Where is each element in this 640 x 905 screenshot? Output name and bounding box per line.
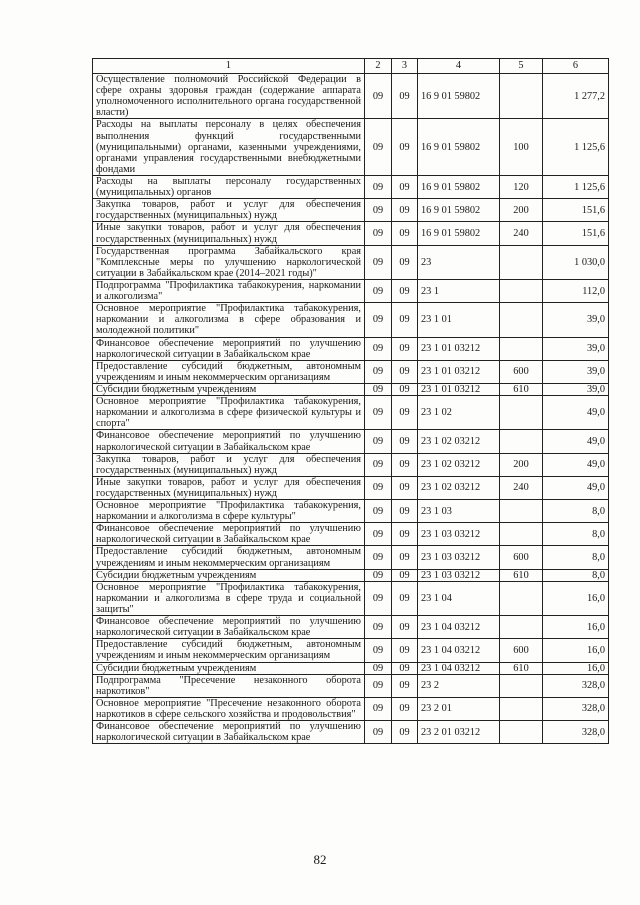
row-subsection-cell: 09	[392, 74, 418, 119]
row-section-cell: 09	[365, 616, 392, 639]
row-name-cell: Финансовое обеспечение мероприятий по улучшению наркологической ситуации в Забайкальском крае	[93, 430, 365, 453]
row-section-cell: 09	[365, 453, 392, 476]
row-expense-type-cell: 240	[500, 476, 543, 499]
row-expense-type-cell: 100	[500, 119, 543, 176]
row-section-cell: 09	[365, 569, 392, 581]
row-section-cell: 09	[365, 476, 392, 499]
row-expense-type-cell: 240	[500, 222, 543, 245]
row-amount-cell: 151,6	[543, 222, 609, 245]
row-subsection-cell: 09	[392, 245, 418, 279]
row-amount-cell: 8,0	[543, 500, 609, 523]
row-section-cell: 09	[365, 697, 392, 720]
row-amount-cell: 16,0	[543, 616, 609, 639]
header-col-5: 5	[500, 59, 543, 74]
row-amount-cell: 39,0	[543, 360, 609, 383]
row-expense-type-cell	[500, 74, 543, 119]
row-amount-cell: 1 125,6	[543, 119, 609, 176]
row-section-cell: 09	[365, 279, 392, 302]
row-amount-cell: 328,0	[543, 721, 609, 744]
table-row	[93, 396, 609, 430]
row-subsection-cell: 09	[392, 500, 418, 523]
row-amount-cell: 328,0	[543, 697, 609, 720]
row-section-cell: 09	[365, 500, 392, 523]
row-target-code-cell: 23 1 02 03212	[418, 430, 500, 453]
row-name-cell: Основное мероприятие "Профилактика табакокурения, наркомании и алкоголизма в сфере культуры"	[93, 500, 365, 523]
row-section-cell: 09	[365, 337, 392, 360]
row-target-code-cell: 23 1 01 03212	[418, 337, 500, 360]
table-row	[93, 337, 609, 360]
page-number: 82	[313, 852, 327, 867]
row-amount-cell: 16,0	[543, 639, 609, 662]
row-amount-cell: 1 030,0	[543, 245, 609, 279]
row-amount-cell: 8,0	[543, 569, 609, 581]
row-target-code-cell: 23 2 01 03212	[418, 721, 500, 744]
header-col-6: 6	[543, 59, 609, 74]
row-subsection-cell: 09	[392, 639, 418, 662]
table-row	[93, 303, 609, 337]
row-section-cell: 09	[365, 175, 392, 198]
row-name-cell: Закупка товаров, работ и услуг для обеспечения государственных (муниципальных) нужд	[93, 453, 365, 476]
table-row	[93, 616, 609, 639]
row-subsection-cell: 09	[392, 697, 418, 720]
row-amount-cell: 8,0	[543, 546, 609, 569]
row-name-cell: Субсидии бюджетным учреждениям	[93, 383, 365, 395]
row-section-cell: 09	[365, 721, 392, 744]
row-target-code-cell: 16 9 01 59802	[418, 199, 500, 222]
table-row	[93, 74, 609, 119]
row-section-cell: 09	[365, 360, 392, 383]
table-row	[93, 430, 609, 453]
row-name-cell: Субсидии бюджетным учреждениям	[93, 662, 365, 674]
row-amount-cell: 8,0	[543, 523, 609, 546]
row-target-code-cell: 23 1 01 03212	[418, 383, 500, 395]
row-amount-cell: 1 125,6	[543, 175, 609, 198]
row-amount-cell: 39,0	[543, 303, 609, 337]
row-target-code-cell: 23 2 01	[418, 697, 500, 720]
row-subsection-cell: 09	[392, 616, 418, 639]
row-section-cell: 09	[365, 199, 392, 222]
table-header	[93, 59, 609, 74]
row-target-code-cell: 23 1 04	[418, 581, 500, 615]
table-row	[93, 245, 609, 279]
table-row	[93, 662, 609, 674]
row-subsection-cell: 09	[392, 569, 418, 581]
row-target-code-cell: 16 9 01 59802	[418, 119, 500, 176]
header-col-2: 2	[365, 59, 392, 74]
row-name-cell: Предоставление субсидий бюджетным, автономным учреждениям и иным некоммерческим организациям	[93, 639, 365, 662]
row-name-cell: Финансовое обеспечение мероприятий по улучшению наркологической ситуации в Забайкальском крае	[93, 337, 365, 360]
table-row	[93, 697, 609, 720]
row-subsection-cell: 09	[392, 476, 418, 499]
table-row	[93, 279, 609, 302]
row-amount-cell: 49,0	[543, 476, 609, 499]
row-section-cell: 09	[365, 546, 392, 569]
row-section-cell: 09	[365, 222, 392, 245]
table-row	[93, 383, 609, 395]
row-subsection-cell: 09	[392, 337, 418, 360]
row-subsection-cell: 09	[392, 453, 418, 476]
row-section-cell: 09	[365, 303, 392, 337]
row-target-code-cell: 16 9 01 59802	[418, 74, 500, 119]
row-expense-type-cell	[500, 430, 543, 453]
row-section-cell: 09	[365, 581, 392, 615]
row-target-code-cell: 23 1 01 03212	[418, 360, 500, 383]
row-expense-type-cell	[500, 523, 543, 546]
row-name-cell: Основное мероприятие "Профилактика табакокурения, наркомании и алкоголизма в сфере образования и молодежной политики"	[93, 303, 365, 337]
row-subsection-cell: 09	[392, 581, 418, 615]
row-section-cell: 09	[365, 639, 392, 662]
row-name-cell: Предоставление субсидий бюджетным, автономным учреждениям и иным некоммерческим организациям	[93, 546, 365, 569]
table-row	[93, 476, 609, 499]
row-name-cell: Финансовое обеспечение мероприятий по улучшению наркологической ситуации в Забайкальском крае	[93, 523, 365, 546]
row-expense-type-cell: 200	[500, 453, 543, 476]
table-row	[93, 500, 609, 523]
row-name-cell: Подпрограмма "Профилактика табакокурения, наркомании и алкоголизма"	[93, 279, 365, 302]
row-target-code-cell: 23 1 02 03212	[418, 453, 500, 476]
table-row	[93, 721, 609, 744]
row-target-code-cell: 23 1 03 03212	[418, 523, 500, 546]
row-name-cell: Основное мероприятие "Профилактика табакокурения, наркомании и алкоголизма в сфере труда и социальной защиты"	[93, 581, 365, 615]
row-name-cell: Государственная программа Забайкальского края "Комплексные меры по улучшению наркологической ситуации в Забайкальском крае (2014–2021 годы)"	[93, 245, 365, 279]
row-amount-cell: 49,0	[543, 396, 609, 430]
row-amount-cell: 49,0	[543, 453, 609, 476]
row-target-code-cell: 23 2	[418, 674, 500, 697]
table-row	[93, 453, 609, 476]
row-subsection-cell: 09	[392, 383, 418, 395]
row-subsection-cell: 09	[392, 662, 418, 674]
row-subsection-cell: 09	[392, 396, 418, 430]
row-section-cell: 09	[365, 396, 392, 430]
row-expense-type-cell	[500, 674, 543, 697]
row-name-cell: Расходы на выплаты персоналу в целях обеспечения выполнения функций государственными (муниципальными) органами, казенными учреждениями, органами управления государственными внебюджетными фондами	[93, 119, 365, 176]
row-amount-cell: 16,0	[543, 581, 609, 615]
row-subsection-cell: 09	[392, 546, 418, 569]
row-amount-cell: 328,0	[543, 674, 609, 697]
row-target-code-cell: 16 9 01 59802	[418, 222, 500, 245]
row-target-code-cell: 23 1 02	[418, 396, 500, 430]
row-expense-type-cell: 610	[500, 383, 543, 395]
table-row	[93, 674, 609, 697]
row-expense-type-cell	[500, 396, 543, 430]
header-col-4: 4	[418, 59, 500, 74]
row-amount-cell: 49,0	[543, 430, 609, 453]
row-expense-type-cell	[500, 581, 543, 615]
row-target-code-cell: 23 1 03 03212	[418, 569, 500, 581]
row-target-code-cell: 23 1	[418, 279, 500, 302]
row-subsection-cell: 09	[392, 674, 418, 697]
row-target-code-cell: 23 1 04 03212	[418, 639, 500, 662]
row-name-cell: Закупка товаров, работ и услуг для обеспечения государственных (муниципальных) нужд	[93, 199, 365, 222]
row-amount-cell: 112,0	[543, 279, 609, 302]
row-subsection-cell: 09	[392, 279, 418, 302]
row-section-cell: 09	[365, 245, 392, 279]
row-target-code-cell: 23 1 03 03212	[418, 546, 500, 569]
table-row	[93, 569, 609, 581]
row-section-cell: 09	[365, 523, 392, 546]
table-row	[93, 523, 609, 546]
table-row	[93, 581, 609, 615]
row-section-cell: 09	[365, 119, 392, 176]
row-section-cell: 09	[365, 662, 392, 674]
row-target-code-cell: 23 1 04 03212	[418, 662, 500, 674]
row-name-cell: Субсидии бюджетным учреждениям	[93, 569, 365, 581]
row-expense-type-cell	[500, 303, 543, 337]
table-row	[93, 360, 609, 383]
row-expense-type-cell	[500, 279, 543, 302]
table-row	[93, 546, 609, 569]
row-name-cell: Финансовое обеспечение мероприятий по улучшению наркологической ситуации в Забайкальском крае	[93, 721, 365, 744]
row-amount-cell: 1 277,2	[543, 74, 609, 119]
row-expense-type-cell: 120	[500, 175, 543, 198]
row-expense-type-cell: 600	[500, 546, 543, 569]
row-amount-cell: 16,0	[543, 662, 609, 674]
table-row	[93, 222, 609, 245]
row-expense-type-cell: 600	[500, 639, 543, 662]
row-name-cell: Иные закупки товаров, работ и услуг для обеспечения государственных (муниципальных) нужд	[93, 222, 365, 245]
budget-table	[92, 58, 609, 744]
row-expense-type-cell	[500, 337, 543, 360]
row-name-cell: Иные закупки товаров, работ и услуг для обеспечения государственных (муниципальных) нужд	[93, 476, 365, 499]
row-expense-type-cell	[500, 616, 543, 639]
header-col-1: 1	[93, 59, 365, 74]
row-target-code-cell: 23 1 01	[418, 303, 500, 337]
row-target-code-cell: 23 1 03	[418, 500, 500, 523]
row-amount-cell: 151,6	[543, 199, 609, 222]
row-expense-type-cell: 200	[500, 199, 543, 222]
row-subsection-cell: 09	[392, 721, 418, 744]
row-target-code-cell: 23 1 04 03212	[418, 616, 500, 639]
row-name-cell: Расходы на выплаты персоналу государственных (муниципальных) органов	[93, 175, 365, 198]
row-subsection-cell: 09	[392, 360, 418, 383]
table-row	[93, 119, 609, 176]
row-name-cell: Подпрограмма "Пресечение незаконного оборота наркотиков"	[93, 674, 365, 697]
row-expense-type-cell: 610	[500, 569, 543, 581]
row-expense-type-cell	[500, 245, 543, 279]
row-name-cell: Финансовое обеспечение мероприятий по улучшению наркологической ситуации в Забайкальском крае	[93, 616, 365, 639]
row-name-cell: Основное мероприятие "Профилактика табакокурения, наркомании и алкоголизма в сфере физической культуры и спорта"	[93, 396, 365, 430]
row-expense-type-cell	[500, 500, 543, 523]
header-row	[93, 59, 609, 74]
row-subsection-cell: 09	[392, 222, 418, 245]
row-subsection-cell: 09	[392, 175, 418, 198]
row-section-cell: 09	[365, 674, 392, 697]
row-expense-type-cell	[500, 697, 543, 720]
row-name-cell: Предоставление субсидий бюджетным, автономным учреждениям и иным некоммерческим организациям	[93, 360, 365, 383]
row-expense-type-cell: 600	[500, 360, 543, 383]
row-section-cell: 09	[365, 430, 392, 453]
row-target-code-cell: 23 1 02 03212	[418, 476, 500, 499]
header-col-3: 3	[392, 59, 418, 74]
row-subsection-cell: 09	[392, 523, 418, 546]
row-subsection-cell: 09	[392, 119, 418, 176]
table-row	[93, 175, 609, 198]
row-subsection-cell: 09	[392, 430, 418, 453]
row-target-code-cell: 23	[418, 245, 500, 279]
row-amount-cell: 39,0	[543, 383, 609, 395]
row-subsection-cell: 09	[392, 303, 418, 337]
row-name-cell: Осуществление полномочий Российской Федерации в сфере охраны здоровья граждан (содержание аппарата уполномоченного исполнительного органа государственной власти)	[93, 74, 365, 119]
table-row	[93, 199, 609, 222]
table-body	[93, 74, 609, 744]
row-section-cell: 09	[365, 383, 392, 395]
row-expense-type-cell: 610	[500, 662, 543, 674]
row-section-cell: 09	[365, 74, 392, 119]
row-target-code-cell: 16 9 01 59802	[418, 175, 500, 198]
row-name-cell: Основное мероприятие "Пресечение незаконного оборота наркотиков в сфере сельского хозяйства и продовольствия"	[93, 697, 365, 720]
table-row	[93, 639, 609, 662]
row-amount-cell: 39,0	[543, 337, 609, 360]
row-expense-type-cell	[500, 721, 543, 744]
row-subsection-cell: 09	[392, 199, 418, 222]
